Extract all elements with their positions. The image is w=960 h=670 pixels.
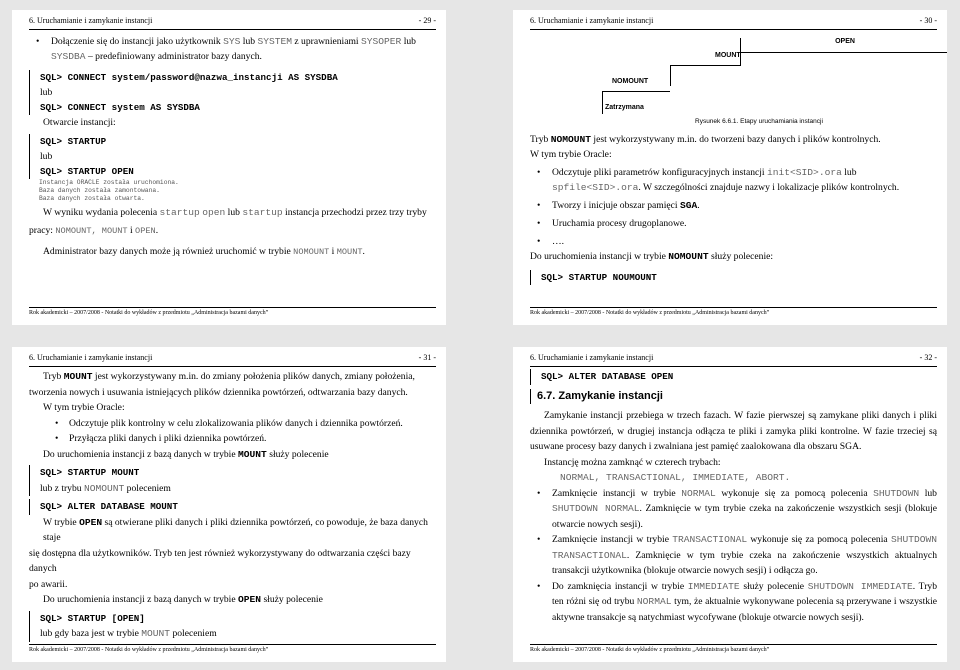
page-content bbox=[530, 369, 937, 625]
list-item: • Zamknięcie instancji w trybie TRANSACTIONAL wykonuje się za pomocą polecenia SHUTDOWN TRANSACTIONAL. Zamknięcie w tym trybie czeka na zakończenie wszystkich aktualnych transakcji użytkownika (blokuje otwarcie nowych sesji) i odłącza go. bbox=[537, 534, 938, 576]
bullet-icon: • bbox=[537, 200, 541, 211]
page-footer: Rok akademicki – 2007/2008 - Notatki do wykładów z przedmiotu „Administracja bazami danych” bbox=[29, 307, 436, 316]
stage-stopped: Zatrzymana bbox=[605, 104, 644, 111]
list-item: • Tworzy i inicjuje obszar pamięci SGA. bbox=[537, 200, 700, 211]
code-line: SQL> STARTUP MOUNT bbox=[29, 465, 436, 481]
page-footer: Rok akademicki – 2007/2008 - Notatki do wykładów z przedmiotu „Administracja bazami danych” bbox=[530, 644, 937, 653]
chapter-title: 6. Uruchamianie i zamykanie instancji bbox=[29, 16, 153, 25]
page-number: - 30 - bbox=[919, 16, 937, 25]
chapter-title: 6. Uruchamianie i zamykanie instancji bbox=[530, 353, 654, 362]
paragraph: lub gdy baza jest w trybie MOUNT poleceniem bbox=[29, 626, 436, 642]
paragraph: lub z trybu NOMOUNT poleceniem bbox=[29, 481, 436, 497]
list-item-continuation: SYSDBA – predefiniowany administrator bazy danych. bbox=[51, 51, 262, 62]
paragraph: Administrator bazy danych może ją również uruchomić w trybie NOMOUNT i MOUNT. bbox=[43, 246, 365, 257]
chapter-title: 6. Uruchamianie i zamykanie instancji bbox=[29, 353, 153, 362]
startup-stages-diagram bbox=[530, 32, 937, 132]
code-line: SQL> CONNECT system AS SYSDBA bbox=[29, 100, 436, 115]
step-connector bbox=[602, 92, 603, 114]
paragraph: tworzenia nowych i usuwania istniejących plików dziennika powtórzeń, odtwarzania bazy danych. bbox=[29, 386, 408, 398]
paragraph: się dostępna dla użytkowników. Tryb ten jest również wykorzystywany do odtwarzania części bazy danych bbox=[29, 547, 411, 574]
output-line: Instancja ORACLE została uruchomiona. bbox=[39, 179, 179, 186]
paragraph: Zamykanie instancji przebiega w trzech fazach. W fazie pierwszej są zamykane pliki danych i pliki dziennika powtórzeń, w drugiej instancja odłącza te pliki i zamyka pliki kontrolne. W fazie trzeciej są usuwane procesy bazy danych i zwalniana jest pamięć zaalokowana dla obszaru SGA. bbox=[530, 410, 937, 452]
list-item: • Uruchamia procesy drugoplanowe. bbox=[537, 218, 687, 229]
step-connector bbox=[670, 66, 671, 86]
page-content bbox=[530, 132, 937, 285]
page-31 bbox=[12, 347, 446, 662]
paragraph: po awarii. bbox=[29, 578, 68, 590]
page-header bbox=[29, 16, 436, 30]
code-line: SQL> STARTUP [OPEN] bbox=[29, 611, 436, 627]
code-line: SQL> STARTUP OPEN bbox=[29, 164, 436, 179]
page-30 bbox=[513, 10, 947, 325]
code-line: SQL> STARTUP NOUMOUNT bbox=[530, 270, 937, 285]
bullet-icon: • bbox=[537, 487, 541, 499]
list-item: • Do zamknięcia instancji w trybie IMMEDIATE służy polecenie SHUTDOWN IMMEDIATE. Tryb ten różni się od trybu NORMAL tym, że aktualnie wykonywane polecenia są przerywane i wszystkie aktywne transakcje są natychmiast wycofywane (blokuje otwarcie nowych sesji). bbox=[537, 580, 937, 623]
page-header bbox=[530, 16, 937, 30]
code-line: SQL> CONNECT system/password@nazwa_instancji AS SYSDBA bbox=[29, 70, 436, 85]
paragraph: W tym trybie Oracle: bbox=[530, 149, 612, 160]
list-item: • Zamknięcie instancji w trybie NORMAL wykonuje się za pomocą polecenia SHUTDOWN lub SHUTDOWN NORMAL. Zamknięcie w tym trybie czeka na zakończenie wszystkich sesji (blokuje otwarcie nowych sesji). bbox=[537, 487, 938, 530]
page-number: - 32 - bbox=[919, 353, 937, 362]
bullet-icon: • bbox=[55, 417, 59, 429]
page-29 bbox=[12, 10, 446, 325]
output-line: Baza danych została zamontowana. bbox=[39, 187, 160, 194]
paragraph: W tym trybie Oracle: bbox=[43, 402, 125, 413]
paragraph: Do uruchomienia instancji z bazą danych w trybie OPEN służy polecenie bbox=[43, 594, 323, 605]
page-content bbox=[29, 34, 436, 260]
paragraph: pracy: NOMOUNT, MOUNT i OPEN. bbox=[29, 225, 159, 236]
list-item: • Dołączenie się do instancji jako użytkownik SYS lub SYSTEM z uprawnieniami SYSOPER lub bbox=[36, 36, 416, 47]
page-number: - 31 - bbox=[418, 353, 436, 362]
bullet-icon: • bbox=[537, 236, 541, 247]
page-footer: Rok akademicki – 2007/2008 - Notatki do wykładów z przedmiotu „Administracja bazami danych” bbox=[530, 307, 937, 316]
shutdown-modes: NORMAL, TRANSACTIONAL, IMMEDIATE, ABORT. bbox=[560, 472, 791, 483]
list-item: • …. bbox=[537, 236, 564, 247]
stage-mount: MOUNT bbox=[670, 52, 740, 66]
stage-nomount: NOMOUNT bbox=[602, 78, 670, 92]
bullet-icon: • bbox=[537, 580, 541, 592]
text-lub: lub bbox=[29, 85, 436, 100]
paragraph: Tryb MOUNT jest wykorzystywany m.in. do zmiany położenia plików danych, zmiany położenia, bbox=[43, 371, 415, 382]
chapter-title: 6. Uruchamianie i zamykanie instancji bbox=[530, 16, 654, 25]
figure-caption: Rysunek 6.6.1. Etapy uruchamiania instancji bbox=[695, 118, 823, 125]
bullet-icon: • bbox=[537, 218, 541, 229]
section-heading: 6.7. Zamykanie instancji bbox=[530, 389, 937, 405]
list-item: • Odczytuje pliki parametrów konfiguracyjnych instancji init<SID>.ora lub spfile<SID>.ora. W szczególności znajduje nazwy i lokalizacje plików kontrolnych. bbox=[537, 167, 900, 193]
code-line: SQL> STARTUP bbox=[29, 134, 436, 149]
page-number: - 29 - bbox=[418, 16, 436, 25]
text-lub: lub bbox=[29, 149, 436, 164]
page-header bbox=[29, 353, 436, 367]
stage-open: OPEN bbox=[740, 38, 947, 53]
list-item: • Odczytuje plik kontrolny w celu zlokalizowania plików danych i dziennika powtórzeń. bbox=[29, 416, 436, 432]
paragraph: Instancję można zamknąć w czterech trybach: bbox=[544, 456, 721, 468]
paragraph: Do uruchomienia instancji w trybie NOMOUNT służy polecenie: bbox=[530, 251, 774, 262]
page-footer: Rok akademicki – 2007/2008 - Notatki do wykładów z przedmiotu „Administracja bazami danych” bbox=[29, 644, 436, 653]
open-label: Otwarcie instancji: bbox=[43, 117, 116, 128]
paragraph: Tryb NOMOUNT jest wykorzystywany m.in. do tworzeni bazy danych i plików kontrolnych. bbox=[530, 134, 881, 145]
bullet-icon: • bbox=[55, 433, 59, 444]
page-content bbox=[29, 369, 436, 642]
code-line: SQL> ALTER DATABASE OPEN bbox=[530, 369, 937, 385]
page-32 bbox=[513, 347, 947, 662]
bullet-icon: • bbox=[537, 167, 541, 178]
list-item: • Przyłącza pliki danych i pliki dziennika powtórzeń. bbox=[29, 431, 436, 447]
paragraph: W trybie OPEN są otwierane pliki danych i pliki dziennika powtórzeń, co powoduje, że baza danych staje bbox=[43, 516, 428, 543]
paragraph: Do uruchomienia instancji z bazą danych w trybie MOUNT służy polecenie bbox=[43, 448, 329, 460]
code-line: SQL> ALTER DATABASE MOUNT bbox=[29, 499, 436, 515]
bullet-icon: • bbox=[537, 534, 541, 545]
bullet-icon: • bbox=[36, 36, 40, 47]
paragraph: W wyniku wydania polecenia startup open lub startup instancja przechodzi przez trzy tryby bbox=[43, 207, 427, 218]
output-line: Baza danych została otwarta. bbox=[39, 195, 145, 202]
page-header bbox=[530, 353, 937, 367]
